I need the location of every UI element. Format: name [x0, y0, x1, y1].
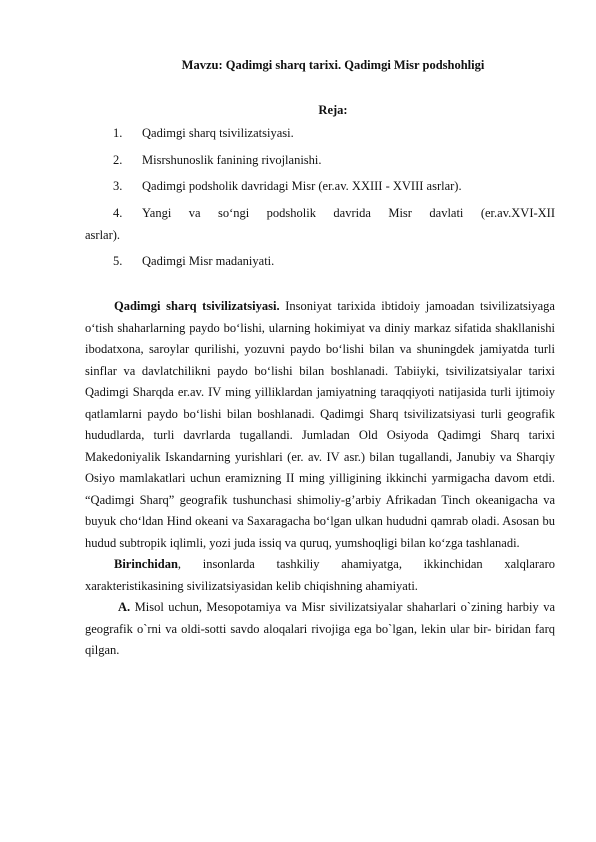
paragraph-heading: Birinchidan	[114, 557, 178, 571]
paragraph-heading: A.	[118, 600, 131, 614]
plan-item-continuation: asrlar).	[85, 227, 121, 242]
plan-item-text: Qadimgi podsholik davridagi Misr (er.av. XXIII - XVIII asrlar).	[142, 179, 462, 193]
plan-item	[85, 179, 555, 193]
paragraph-text: Insoniyat tarixida ibtidoiy jamoadan tsivilizatsiyaga o‘tish shaharlarning paydo bo‘lishi, ularning hokimiyat va diniy markaz sifatida shakllanishi ibodatxona, saroylar qurilishi, yozuvni paydo bo‘lishi bilan va shuningdek jamiyatda turli sinflar va davlatchilikni paydo bo‘lishi bilan boshlanadi. Tabiiyki, tsivilizatsiyalar tarixi Qadimgi Sharqda er.av. IV ming yilliklardan jamiyatning taraqqiyoti natijasida turli ijtimoiy qatlamlarni paydo bo‘lishi bilan boshlanadi. Qadimgi Sharq tsivilizatsiyasi turli geografik hududlarda, turli davrlarda tugallandi. Jumladan Old Osiyoda Qadimgi Sharq tarixi Makedoniyalik Iskandarning yurishlari (er. av. IV asr.) bilan tugallandi, Janubiy va Sharqiy Osiyo mamlakatlari uchun eramizning II ming yilligining ikkinchi yarmigacha davom etdi. “Qadimgi Sharq” geografik tushunchasi shimoliy-g’arbiy Afrikadan Tinch okeanigacha va buyuk cho‘ldan Hind okeani va Saxaragacha bo‘lgan ulkan hududni qamrab oladi. Asosan bu hudud subtropik iqlimli, yozi juda issiq va quruq, yumshoqligi bilan ko‘zga tashlanadi.	[85, 299, 555, 550]
plan-item-number: 3.	[113, 179, 123, 193]
plan-item-number: 2.	[113, 152, 123, 167]
paragraph	[85, 296, 555, 554]
plan-item-text: Misrshunoslik fanining rivojlanishi.	[142, 152, 322, 167]
plan-item-text: Qadimgi Misr madaniyati.	[142, 253, 275, 268]
paragraph	[85, 554, 555, 597]
plan-item-number: 1.	[113, 126, 123, 140]
plan-item-text: Yangi va so‘ngi podsholik davrida Misr davlati (er.av.XVI-XII	[142, 205, 555, 220]
body-text	[85, 296, 555, 662]
plan-item	[85, 153, 555, 167]
paragraph	[85, 597, 555, 662]
plan-item-number: 5.	[113, 253, 123, 268]
plan-item	[85, 206, 555, 242]
paragraph-text: Misol uchun, Mesopotamiya va Misr sivilizatsiyalar shaharlari o`zining harbiy va geografik o`rni va oldi-sotti savdo aloqalari rivojiga ega bo`lgan, lekin ular bir- biridan farq qilgan.	[85, 600, 555, 657]
plan-heading: Reja:	[318, 103, 348, 117]
document-title: Mavzu: Qadimgi sharq tarixi. Qadimgi Misr podshohligi	[181, 58, 485, 72]
plan-item	[85, 126, 555, 140]
plan-item	[85, 254, 555, 268]
plan-item-text: Qadimgi sharq tsivilizatsiyasi.	[142, 126, 294, 140]
plan-list	[85, 126, 555, 280]
paragraph-heading: Qadimgi sharq tsivilizatsiyasi.	[114, 299, 280, 313]
plan-item-number: 4.	[113, 205, 123, 220]
paragraph-text: , insonlarda tashkiliy ahamiyatga, ikkinchidan xalqlararo xarakteristikasining sivilizatsiyasidan kelib chiqishning ahamiyati.	[85, 557, 555, 593]
